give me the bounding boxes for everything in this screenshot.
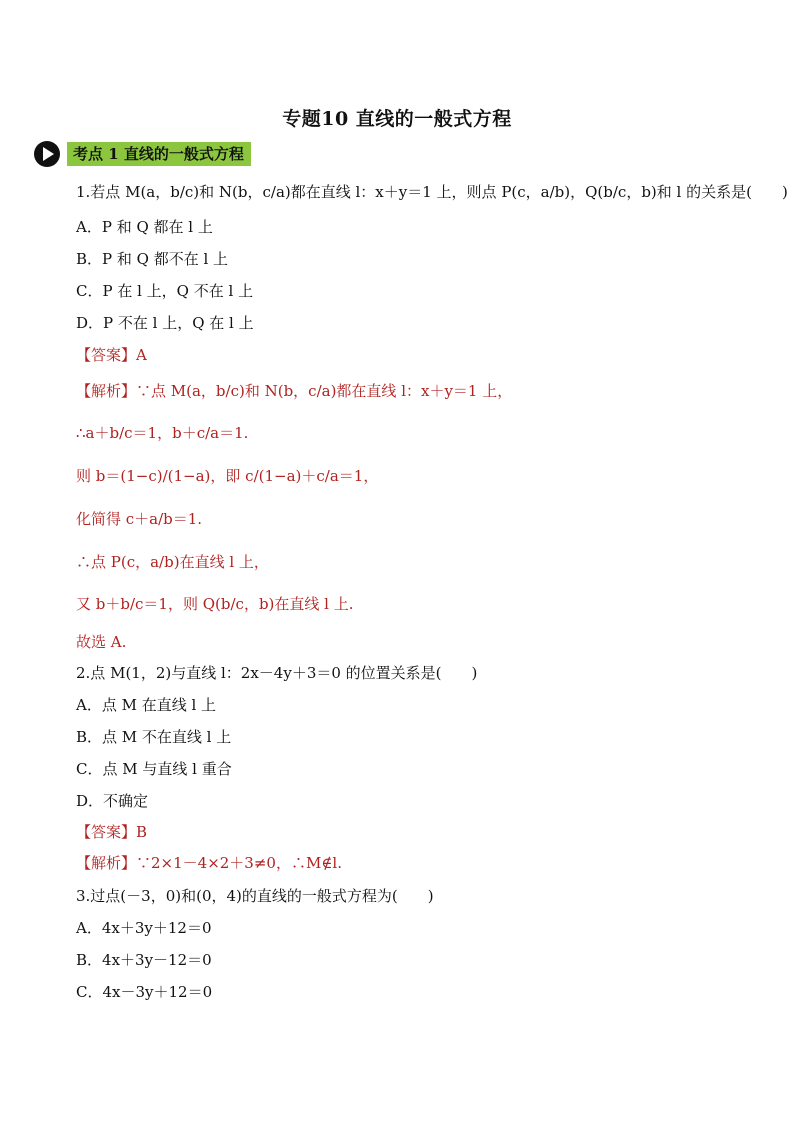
option-line: C．4x－3y＋12＝0 bbox=[76, 983, 213, 1001]
solution-line: 【解析】∵2×1－4×2＋3≠0，∴M∉l. bbox=[76, 854, 342, 872]
solution-line: 故选 A. bbox=[76, 633, 127, 651]
play-circle-icon bbox=[33, 140, 61, 168]
solution-line: ∴点 P(c，a/b)在直线 l 上， bbox=[76, 553, 269, 571]
option-line: A．P 和 Q 都在 l 上 bbox=[76, 218, 213, 236]
option-line: B．4x＋3y－12＝0 bbox=[76, 951, 212, 969]
option-line: C．点 M 与直线 l 重合 bbox=[76, 760, 232, 778]
solution-line: ∴a＋b/c＝1，b＋c/a＝1. bbox=[76, 424, 249, 442]
option-line: A．点 M 在直线 l 上 bbox=[76, 696, 217, 714]
option-line: B．点 M 不在直线 l 上 bbox=[76, 728, 232, 746]
solution-line: 【答案】A bbox=[76, 346, 147, 364]
page-title: 专题10 直线的一般式方程 bbox=[282, 108, 512, 130]
section-label: 考点 1 直线的一般式方程 bbox=[67, 142, 251, 166]
option-line: C．P 在 l 上，Q 不在 l 上 bbox=[76, 282, 254, 300]
solution-line: 则 b＝(1−c)/(1−a)，即 c/(1−a)＋c/a＝1， bbox=[76, 467, 379, 485]
option-line: B．P 和 Q 都不在 l 上 bbox=[76, 250, 229, 268]
solution-line: 又 b＋b/c＝1，则 Q(b/c，b)在直线 l 上. bbox=[76, 595, 354, 613]
option-line: D．不确定 bbox=[76, 792, 149, 810]
section-header bbox=[33, 140, 251, 168]
solution-line: 化简得 c＋a/b＝1. bbox=[76, 510, 203, 528]
option-line: D．P 不在 l 上，Q 在 l 上 bbox=[76, 314, 254, 332]
solution-line: 【解析】∵点 M(a，b/c)和 N(b，c/a)都在直线 l：x＋y＝1 上， bbox=[76, 382, 513, 400]
solution-line: 【答案】B bbox=[76, 823, 148, 841]
question-text: 2.点 M(1，2)与直线 l：2x－4y＋3＝0 的位置关系是( ) bbox=[76, 664, 478, 682]
question-text: 3.过点(－3，0)和(0，4)的直线的一般式方程为( ) bbox=[76, 887, 434, 905]
option-line: A．4x＋3y＋12＝0 bbox=[76, 919, 212, 937]
question-text: 1.若点 M(a，b/c)和 N(b，c/a)都在直线 l：x＋y＝1 上，则点 P(c，a/b)，Q(b/c，b)和 l 的关系是( ) bbox=[76, 183, 788, 201]
